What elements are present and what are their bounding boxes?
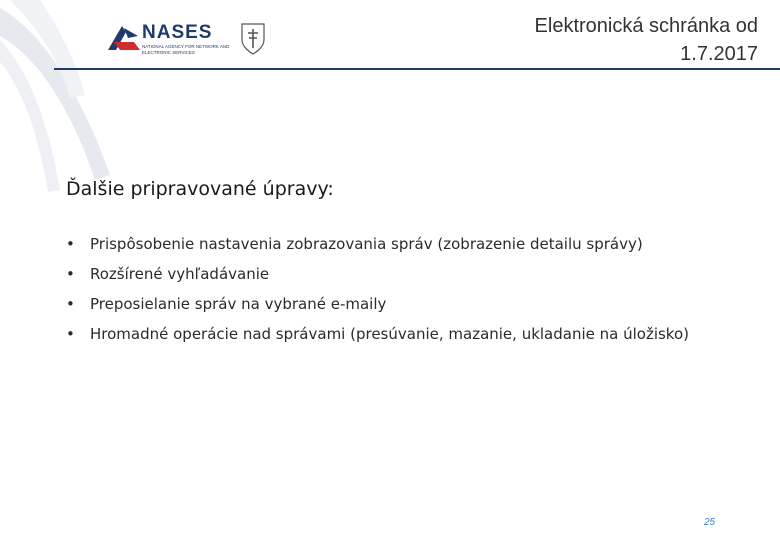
bullet-icon: • bbox=[66, 265, 75, 283]
slide-title-line2: 1.7.2017 bbox=[680, 43, 758, 65]
slide-title bbox=[535, 12, 758, 68]
list-item-text: Prispôsobenie nastavenia zobrazovania správ (zobrazenie detailu správy) bbox=[90, 235, 643, 253]
list-item-text: Hromadné operácie nad správami (presúvanie, mazanie, ukladanie na úložisko) bbox=[90, 325, 689, 343]
list-item-text: Preposielanie správ na vybrané e-maily bbox=[90, 295, 387, 313]
section-heading: Ďalšie pripravované úpravy: bbox=[66, 178, 334, 200]
header-divider bbox=[54, 68, 780, 70]
list-item bbox=[66, 263, 706, 285]
list-item bbox=[66, 323, 706, 345]
bullet-list bbox=[66, 233, 706, 353]
list-item-text: Rozšírené vyhľadávanie bbox=[90, 265, 270, 283]
bullet-icon: • bbox=[66, 295, 75, 313]
logo-brand: NASES bbox=[142, 22, 213, 43]
slide-title-line1: Elektronická schránka od bbox=[534, 15, 758, 37]
list-item bbox=[66, 233, 706, 255]
logo-tagline-line2: ELECTRONIC SERVICES bbox=[142, 50, 195, 55]
nases-logo bbox=[104, 20, 270, 58]
list-item bbox=[66, 293, 706, 315]
logo-tagline-line1: NATIONAL AGENCY FOR NETWORK AND bbox=[142, 44, 230, 49]
bullet-icon: • bbox=[66, 325, 75, 343]
bullet-icon: • bbox=[66, 235, 75, 253]
page-number: 25 bbox=[704, 517, 716, 528]
